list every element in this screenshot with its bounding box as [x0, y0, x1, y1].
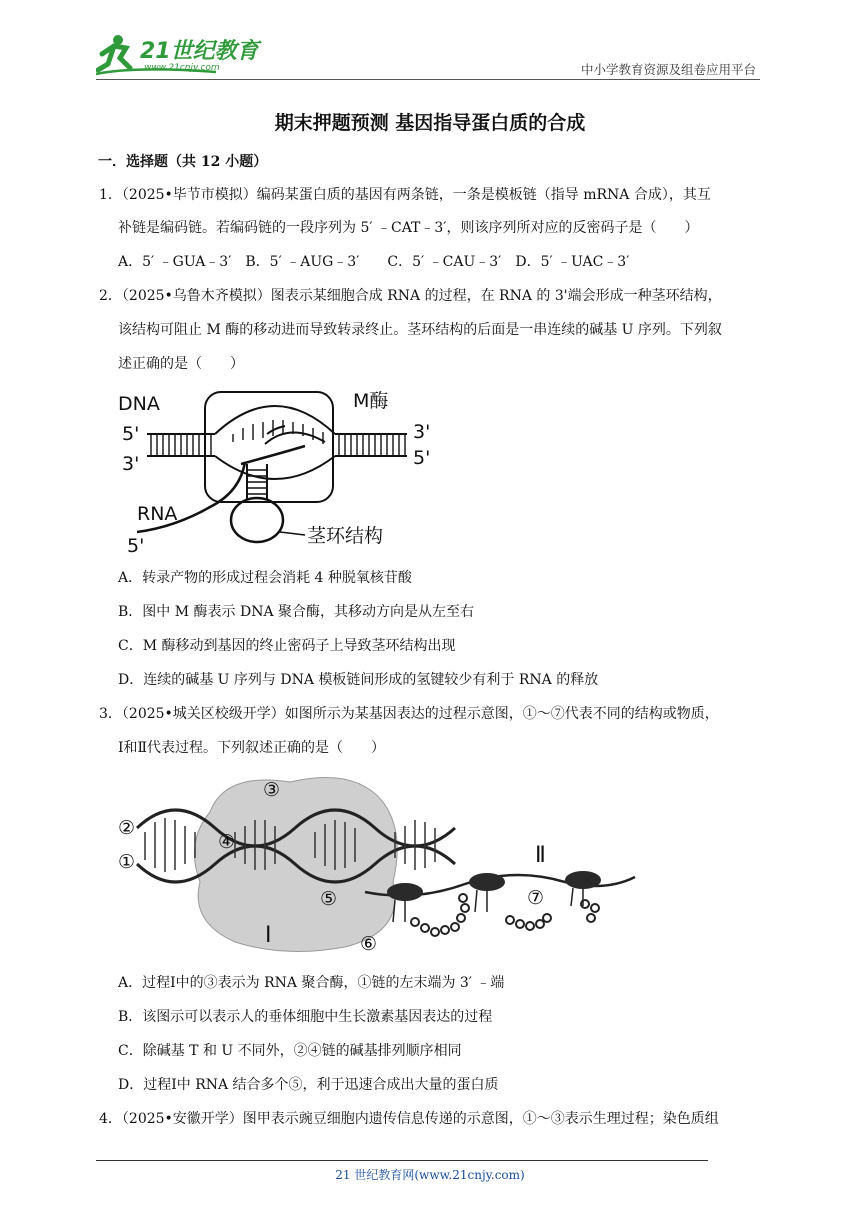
transcription-figure: [115, 382, 445, 557]
q1-stem-line-2: 补链是编码链。若编码链的一段序列为 5′ ﹣CAT﹣3′，则该序列所对应的反密码子是（ ）: [118, 220, 699, 236]
q1-options: A．5′ ﹣GUA﹣3′ B．5′ ﹣AUG﹣3′ C．5′ ﹣CAU﹣3′ D．5′ ﹣UAC﹣3′: [118, 254, 630, 270]
q3-option-c: C．除碱基 T 和 U 不同外，②④链的碱基排列顺序相同: [118, 1043, 462, 1059]
header-platform-text: 中小学教育资源及组卷应用平台: [580, 62, 756, 77]
label-4: ④: [218, 831, 236, 853]
dna-3prime-left: 3': [122, 453, 140, 475]
site-logo: [96, 30, 266, 80]
dna-5prime-left: 5': [122, 423, 140, 445]
q3-stem-line-2: Ⅰ和Ⅱ代表过程。下列叙述正确的是（ ）: [118, 740, 386, 756]
q2-stem-line-2: 该结构可阻止 M 酶的移动进而导致转录终止。茎环结构的后面是一串连续的碱基 U 序列。下列叙: [118, 322, 722, 338]
q3-option-d: D．过程Ⅰ中 RNA 结合多个⑤，利于迅速合成出大量的蛋白质: [118, 1077, 499, 1093]
label-5: ⑤: [320, 888, 338, 910]
label-6: ⑥: [360, 933, 378, 955]
label-7: ⑦: [527, 887, 545, 909]
q2-stem-line-3: 述正确的是（ ）: [118, 356, 244, 372]
label-process-1: Ⅰ: [265, 923, 272, 948]
q2-option-d: D．连续的碱基 U 序列与 DNA 模板链间形成的氢键较少有利于 RNA 的释放: [118, 672, 599, 688]
q2-stem-line-1: 2．（2025•乌鲁木齐模拟）图表示某细胞合成 RNA 的过程，在 RNA 的 3'端会形成一种茎环结构，: [99, 288, 722, 304]
logo-text: 21世纪教育: [140, 39, 259, 64]
rna-label: RNA: [137, 503, 178, 525]
m-enzyme-label: M酶: [353, 390, 389, 412]
q3-stem-line-1: 3．（2025•城关区校级开学）如图所示为某基因表达的过程示意图，①～⑦代表不同的结构或物质，: [99, 706, 719, 722]
logo-url: www.21cnjy.com: [144, 63, 220, 73]
footer-divider: [96, 1160, 708, 1161]
label-process-2: Ⅱ: [535, 843, 546, 868]
q3-option-a: A．过程Ⅰ中的③表示为 RNA 聚合酶，①链的左末端为 3′ ﹣端: [118, 975, 505, 991]
q2-option-b: B．图中 M 酶表示 DNA 聚合酶，其移动方向是从左至右: [118, 604, 475, 620]
dna-3prime-right: 3': [413, 421, 431, 443]
label-3: ③: [263, 779, 281, 801]
q2-option-c: C．M 酶移动到基因的终止密码子上导致茎环结构出现: [118, 638, 456, 654]
q1-stem-line-1: 1．（2025•毕节市模拟）编码某蛋白质的基因有两条链，一条是模板链（指导 mRNA 合成），其互: [99, 187, 711, 203]
gene-expression-figure: [115, 772, 637, 958]
section-heading: 一．选择题（共 12 小题）: [98, 154, 268, 170]
label-1: ①: [118, 851, 136, 873]
stem-loop-label: 茎环结构: [307, 525, 384, 547]
page-title: 期末押题预测 基因指导蛋白质的合成: [274, 112, 586, 134]
dna-label: DNA: [118, 393, 160, 415]
q2-option-a: A．转录产物的形成过程会消耗 4 种脱氧核苷酸: [118, 570, 412, 586]
dna-5prime-right: 5': [413, 447, 431, 469]
q3-option-b: B．该图示可以表示人的垂体细胞中生长激素基因表达的过程: [118, 1009, 493, 1025]
header-divider: [96, 79, 760, 80]
q4-stem-line-1: 4．（2025•安徽开学）图甲表示豌豆细胞内遗传信息传递的示意图，①～③表示生理过程；染色质组: [99, 1111, 719, 1127]
rna-5prime: 5': [127, 535, 145, 557]
label-2: ②: [118, 817, 136, 839]
footer-text: 21 世纪教育网(www.21cnjy.com): [335, 1168, 525, 1182]
